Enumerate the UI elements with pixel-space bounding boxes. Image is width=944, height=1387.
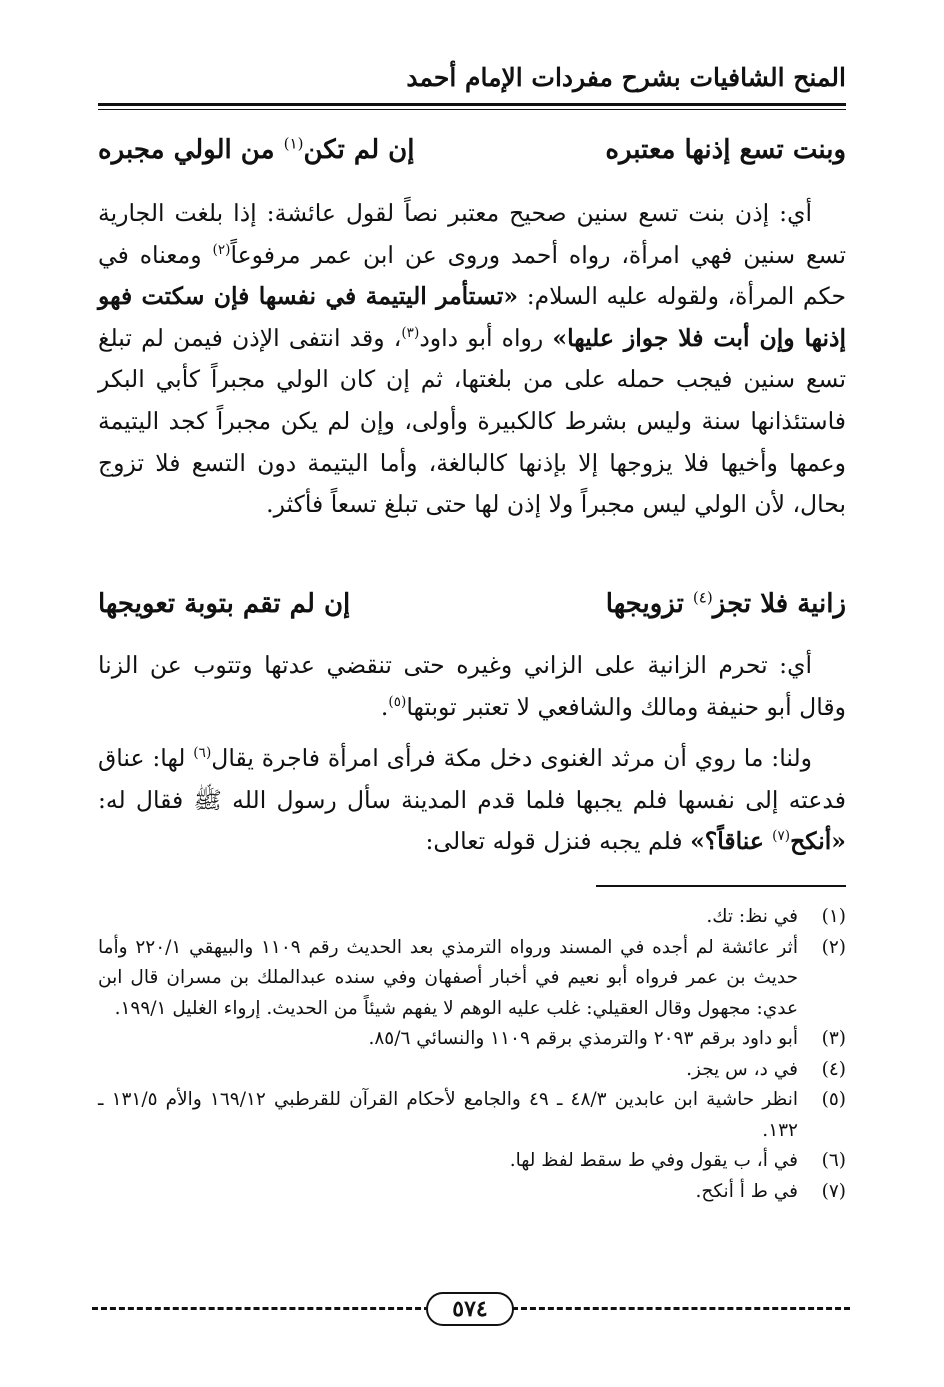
footnote-number: (٧) <box>821 1180 846 1202</box>
footnote-ref-7: (٧) <box>772 828 791 845</box>
footnote-ref-2: (٢) <box>212 241 231 258</box>
footnote <box>98 1085 846 1146</box>
footnote-number: (٥) <box>821 1089 846 1110</box>
footnote-text: أبو داود برقم ٢٠٩٣ والترمذي برقم ١١٠٩ والنسائي ٨٥/٦. <box>368 1028 798 1049</box>
verse-2-first-text-b: تزويجها <box>605 589 693 619</box>
footnote-text: انظر حاشية ابن عابدين ٤٨/٣ ـ ٤٩ والجامع لأحكام القرآن للقرطبي ١٦٩/١٢ والأم ١٣١/٥ ـ ١٣٢. <box>98 1089 798 1141</box>
footnote-text: في نظ: تك. <box>706 906 798 927</box>
verse-2-second-hemistich: إن لم تقم بتوبة تعويجها <box>98 589 351 619</box>
hadith-quote-2b: عناقاً؟» <box>690 827 773 856</box>
footnote <box>98 1055 846 1086</box>
verse-1-second-text-b: من الولي مجبره <box>98 135 284 165</box>
verse-line-1 <box>98 130 846 170</box>
para-1-text-d: ، وقد انتفى الإذن فيمن لم تبلغ تسع سنين فيجب حمله على من بلغتها، ثم إن كان الولي مجبراً كأبي البكر فاستئذانها سنة وليس بشرط كالكبيرة وأولى، وإن لم يكن مجبراً كجد اليتيمة وعمها وأخيها فلا يزوجها إلا بإذنها كالبالغة، وأما اليتيمة دون التسع فلا تزوج بحال، لأن الولي ليس مجبراً ولا إذن لها حتى تبلغ تسعاً فأكثر. <box>98 323 846 519</box>
footnote-number: (١) <box>821 906 846 927</box>
para-2-text-b: . <box>380 692 389 721</box>
header-rule <box>98 103 846 106</box>
footnotes <box>98 902 846 1207</box>
commentary-paragraph-1 <box>98 193 846 526</box>
page-number: ٥٧٤ <box>426 1292 514 1326</box>
footnote <box>98 902 846 933</box>
footnote-text: أثر عائشة لم أجده في المسند ورواه الترمذي بعد الحديث رقم ١١٠٩ والبيهقي ٢٢٠/١ وأما حديث بن عمر فرواه أبو نعيم في أخبار أصفهان وفي سنده عبدالملك بن مسران قال ابن عدي: مجهول وقال العقيلي: غلب عليه الوهم لا يفهم شيئاً من الحديث. إرواء الغليل ١٩٩/١. <box>98 936 798 1019</box>
footnote-text: في د، س يجز. <box>686 1058 798 1080</box>
footer-dashed-rule-left <box>92 1307 430 1310</box>
header-rule-thin <box>98 109 846 110</box>
verse-1-second-text-a: إن لم تكن <box>303 135 415 165</box>
footnote-text: في ط أ أنكح. <box>695 1180 798 1202</box>
para-3-text-c: فلم يجبه فنزل قوله تعالى: <box>425 827 691 856</box>
hadith-quote-1: «تستأمر اليتيمة في نفسها فإن سكتت فهو إذنها وإن أبت فلا جواز عليها» <box>98 282 846 352</box>
verse-2-first-text-a: زانية فلا تجز <box>712 589 846 619</box>
footnote <box>98 1146 846 1177</box>
footnote-separator <box>596 885 846 887</box>
para-1-text-a: أي: إذن بنت تسع سنين صحيح معتبر نصاً لقول عائشة: إذا بلغت الجارية تسع سنين فهي امرأة، رواه أحمد وروى عن ابن عمر مرفوعاً <box>98 199 846 269</box>
footer-dashed-rule-right <box>512 1307 850 1310</box>
verse-2-first-hemistich <box>606 584 846 624</box>
footnote <box>98 933 846 1025</box>
commentary-paragraph-3 <box>98 738 846 863</box>
para-1-text-b: ومعناه في حكم المرأة، ولقوله عليه السلام: <box>98 240 847 311</box>
footnote-ref-5: (٥) <box>388 693 407 710</box>
footnote-number: (٣) <box>821 1028 846 1049</box>
para-1-text-c: رواه أبو داود <box>419 323 553 352</box>
footnote-ref-1: (١) <box>283 134 304 153</box>
footnote-ref-4: (٤) <box>692 588 713 607</box>
para-2-text-a: أي: تحرم الزانية على الزاني وغيره حتى تنقضي عدتها وتتوب عن الزنا وقال أبو حنيفة ومالك والشافعي لا تعتبر توبتها <box>98 651 846 721</box>
footnote-number: (٢) <box>821 936 846 958</box>
hadith-quote-2a: «أنكح <box>790 827 846 856</box>
running-header: المنح الشافيات بشرح مفردات الإمام أحمد <box>406 63 846 92</box>
verse-1-first-hemistich: وبنت تسع إذنها معتبره <box>605 135 846 165</box>
footnote-text: في أ، ب يقول وفي ط سقط لفظ لها. <box>509 1150 798 1171</box>
verse-line-2 <box>98 584 846 624</box>
footnote-ref-3: (٣) <box>401 324 420 341</box>
verse-1-second-hemistich <box>98 130 415 170</box>
footnote-ref-6: (٦) <box>193 745 212 762</box>
para-3-text-a: ولنا: ما روي أن مرثد الغنوى دخل مكة فرأى امرأة فاجرة يقال <box>211 744 812 772</box>
footnote-number: (٤) <box>821 1058 846 1080</box>
page-footer <box>92 1288 850 1328</box>
footnote <box>98 1024 846 1055</box>
para-3-text-b: لها: عناق فدعته إلى نفسها فلم يجبها فلما قدم المدينة سأل رسول الله ﷺ فقال له: <box>98 744 846 814</box>
footnote-number: (٦) <box>821 1150 846 1171</box>
footnote <box>98 1177 846 1208</box>
commentary-paragraph-2 <box>98 645 846 728</box>
